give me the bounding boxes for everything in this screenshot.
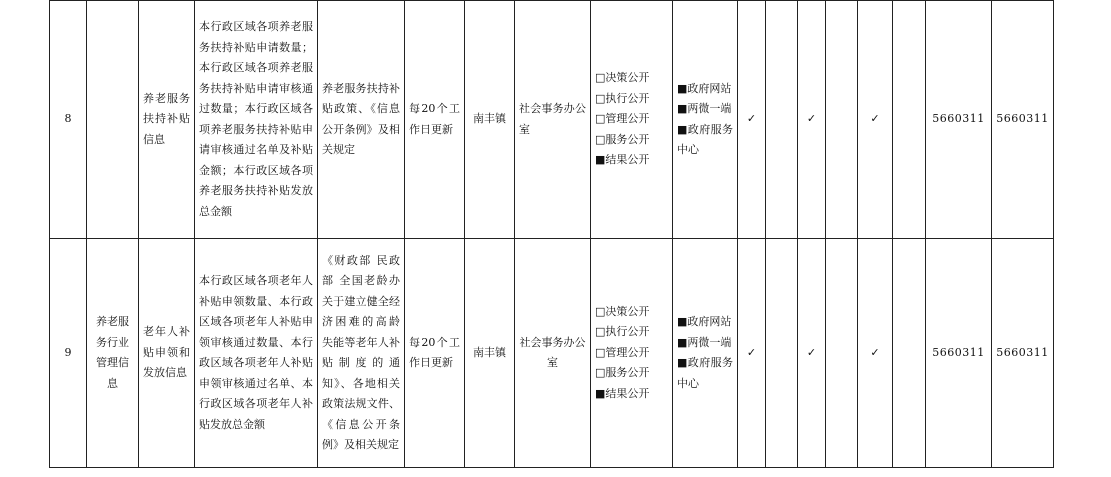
row-category: 养老服务行业管理信息 [87,239,139,468]
row-category [87,1,139,239]
row-item: 养老服务扶持补贴信息 [139,1,195,239]
table-row [50,239,1054,468]
row-phone-2: 5660311 [992,239,1054,468]
row-phone-2: 5660311 [992,1,1054,239]
row-content: 本行政区域各项老年人补贴申领数量、本行政区域各项老年人补贴申领审核通过数量、本行政区域各项老年人补贴申领审核通过名单、本行政区域各项老年人补贴发放总金额 [195,239,318,468]
row-item: 老年人补贴申领和发放信息 [139,239,195,468]
channel-service-center: ■政府服务中心 [677,122,733,156]
open-type-execution: □执行公开 [595,325,650,339]
row-index: 8 [50,1,87,239]
channel-wechat-weibo-app: ■两微一端 [677,102,732,115]
open-type-management: □管理公开 [595,112,650,126]
row-time-limit: 每20个工作日更新 [405,239,465,468]
row-basis: 《财政部 民政部 全国老龄办关于建立健全经济困难的高龄 失能等老年人补贴制度的通知》、各地相关政策法规文件、《信息公开条例》及相关规定 [318,239,405,468]
channel-service-center: ■政府服务中心 [677,356,733,390]
row-open-types [591,239,673,468]
check-mark-cell [766,1,798,239]
open-type-management: □管理公开 [595,345,650,359]
row-subject: 南丰镇 [465,239,515,468]
row-channels [673,1,738,239]
open-type-decision: □决策公开 [595,71,650,85]
check-mark-cell [893,1,926,239]
channel-website: ■政府网站 [677,315,732,328]
check-mark-cell: ✓ [858,239,893,468]
row-open-types [591,1,673,239]
open-type-result: ■结果公开 [595,153,650,167]
row-department: 社会事务办公室 [515,1,591,239]
open-type-service: □服务公开 [595,132,650,146]
open-type-execution: □执行公开 [595,91,650,105]
check-mark-cell: ✓ [798,239,826,468]
check-mark-cell [826,239,858,468]
check-mark-cell: ✓ [738,1,766,239]
disclosure-table [49,0,1054,468]
check-mark-cell: ✓ [798,1,826,239]
channel-wechat-weibo-app: ■两微一端 [677,335,732,349]
row-channels [673,239,738,468]
check-mark-cell [766,239,798,468]
row-basis: 养老服务扶持补贴政策、《信息公开条例》及相关规定 [318,1,405,239]
channel-website: ■政府网站 [677,81,732,95]
row-phone-1: 5660311 [926,1,992,239]
open-type-decision: □决策公开 [595,304,650,318]
open-type-result: ■结果公开 [595,386,650,400]
check-mark-cell: ✓ [858,1,893,239]
row-subject: 南丰镇 [465,1,515,239]
check-mark-cell [826,1,858,239]
table-row [50,1,1054,239]
row-time-limit: 每20个工作日更新 [405,1,465,239]
check-mark-cell: ✓ [738,239,766,468]
row-department: 社会事务办公室 [515,239,591,468]
check-mark-cell [893,239,926,468]
row-index: 9 [50,239,87,468]
row-phone-1: 5660311 [926,239,992,468]
open-type-service: □服务公开 [595,366,650,380]
row-content: 本行政区域各项养老服务扶持补贴申请数量；本行政区域各项养老服务扶持补贴申请审核通过数量；本行政区域各项养老服务扶持补贴申请审核通过名单及补贴金额；本行政区域各项养老服务扶持补贴发放总金额 [195,1,318,239]
